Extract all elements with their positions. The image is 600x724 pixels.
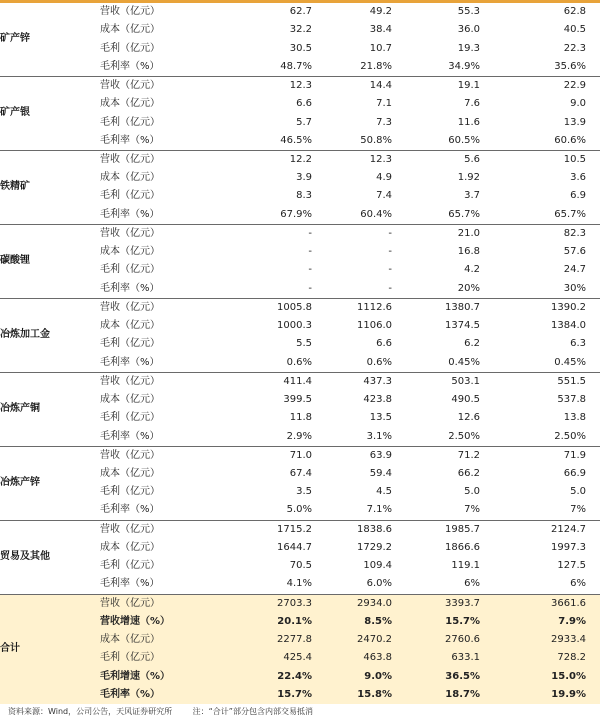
value-cell: 1838.6 <box>322 520 406 539</box>
metric-label: 成本（亿元） <box>100 246 160 258</box>
value-cell: 20.1% <box>244 613 322 631</box>
value-cell: 62.7 <box>289 6 312 18</box>
value-cell: 36.0 <box>457 24 480 36</box>
table-row <box>0 446 600 465</box>
value-cell: 127.5 <box>557 560 586 572</box>
value-cell: 66.2 <box>457 467 480 479</box>
value-cell: 6.0% <box>366 578 392 590</box>
metric-label: 营收增速（%） <box>100 613 180 631</box>
value-cell: 5.0 <box>464 486 480 498</box>
value-cell: 22.4% <box>244 667 322 685</box>
value-cell: 59.4 <box>369 467 392 479</box>
value-cell: 60.5% <box>448 134 480 146</box>
metric-label: 成本（亿元） <box>100 98 160 110</box>
value-cell: 633.1 <box>406 649 494 667</box>
metric-label: 毛利率（%） <box>100 60 160 72</box>
spacer-cell <box>180 58 244 77</box>
metric-label: 成本（亿元） <box>100 541 160 553</box>
segment-name: 碳酸锂 <box>0 224 100 298</box>
metric-label: 毛利（亿元） <box>100 338 160 350</box>
value-cell: 4.5 <box>376 486 392 498</box>
value-cell: 38.4 <box>369 24 392 36</box>
spacer-cell <box>180 243 244 261</box>
value-cell: 3.6 <box>570 172 586 184</box>
value-cell: 24.7 <box>563 264 586 276</box>
metric-label: 毛利率（%） <box>100 208 160 220</box>
spacer-cell <box>180 76 244 95</box>
value-cell: 5.5 <box>296 338 312 350</box>
value-cell: 0.6% <box>366 356 392 368</box>
value-cell: 2.9% <box>286 430 312 442</box>
value-cell: 11.8 <box>289 412 312 424</box>
value-cell: 13.5 <box>369 412 392 424</box>
value-cell: 0.6% <box>286 356 312 368</box>
value-cell: 11.6 <box>457 116 480 128</box>
value-cell: 1005.8 <box>244 298 322 317</box>
value-cell: 2124.7 <box>494 520 600 539</box>
value-cell: 55.3 <box>457 6 480 18</box>
spacer-cell <box>180 391 244 409</box>
value-cell: 66.9 <box>563 467 586 479</box>
spacer-cell <box>180 686 244 704</box>
value-cell: 19.9% <box>494 686 600 704</box>
metric-label: 成本（亿元） <box>100 631 180 649</box>
spacer-cell <box>180 150 244 169</box>
value-cell: 1644.7 <box>277 541 312 553</box>
spacer-cell <box>180 39 244 57</box>
value-cell: 70.5 <box>289 560 312 572</box>
value-cell: 7.6 <box>464 98 480 110</box>
value-cell: 1112.6 <box>322 298 406 317</box>
value-cell: 2934.0 <box>322 594 406 613</box>
value-cell: 34.9% <box>448 60 480 72</box>
value-cell: 2703.3 <box>244 594 322 613</box>
value-cell: 490.5 <box>451 394 480 406</box>
value-cell: 16.8 <box>457 246 480 258</box>
value-cell: 9.0% <box>322 667 406 685</box>
value-cell: 1380.7 <box>406 298 494 317</box>
metric-label: 营收（亿元） <box>100 446 180 465</box>
value-cell: 6.2 <box>464 338 480 350</box>
value-cell: 71.9 <box>494 446 600 465</box>
value-cell: 4.9 <box>376 172 392 184</box>
value-cell: - <box>322 224 406 243</box>
value-cell: 728.2 <box>494 649 600 667</box>
segment-name: 铁精矿 <box>0 150 100 224</box>
value-cell: 1715.2 <box>244 520 322 539</box>
spacer-cell <box>180 372 244 391</box>
metric-label: 营收（亿元） <box>100 150 180 169</box>
value-cell: 62.8 <box>563 6 586 18</box>
spacer-cell <box>180 409 244 427</box>
value-cell: 3.9 <box>296 172 312 184</box>
metric-label: 毛利率（%） <box>100 282 160 294</box>
value-cell: 7.1% <box>366 504 392 516</box>
value-cell: 3661.6 <box>494 594 600 613</box>
value-cell: 7% <box>570 504 586 516</box>
segment-name: 贸易及其他 <box>0 520 100 594</box>
value-cell: 12.3 <box>244 76 322 95</box>
table-row <box>0 76 600 95</box>
value-cell: 22.3 <box>563 42 586 54</box>
value-cell: 60.4% <box>360 208 392 220</box>
spacer-cell <box>180 206 244 225</box>
value-cell: 8.3 <box>296 190 312 202</box>
value-cell: 9.0 <box>570 98 586 110</box>
value-cell: 1985.7 <box>406 520 494 539</box>
metric-label: 毛利率（%） <box>100 430 160 442</box>
note-text: 注：“合计”部分包含内部交易抵消 <box>192 707 313 716</box>
value-cell: 48.7% <box>280 60 312 72</box>
spacer-cell <box>180 298 244 317</box>
value-cell: 12.3 <box>322 150 406 169</box>
metric-label: 毛利率（%） <box>100 504 160 516</box>
spacer-cell <box>180 169 244 187</box>
value-cell: 423.8 <box>363 394 392 406</box>
value-cell: 2277.8 <box>244 631 322 649</box>
value-cell: 14.4 <box>322 76 406 95</box>
metric-label: 毛利率（%） <box>100 134 160 146</box>
value-cell: - <box>308 282 312 294</box>
value-cell: 1374.5 <box>445 320 480 332</box>
spacer-cell <box>180 224 244 243</box>
value-cell: 6% <box>464 578 480 590</box>
value-cell: 15.7% <box>244 686 322 704</box>
value-cell: 30.5 <box>289 42 312 54</box>
spacer-cell <box>180 317 244 335</box>
value-cell: 15.0% <box>494 667 600 685</box>
value-cell: 10.7 <box>369 42 392 54</box>
value-cell: 119.1 <box>451 560 480 572</box>
spacer-cell <box>180 187 244 205</box>
spacer-cell <box>180 21 244 39</box>
metric-label: 毛利（亿元） <box>100 42 160 54</box>
metric-label: 毛利（亿元） <box>100 486 160 498</box>
value-cell: - <box>388 246 392 258</box>
value-cell: 503.1 <box>406 372 494 391</box>
value-cell: 46.5% <box>280 134 312 146</box>
value-cell: - <box>308 246 312 258</box>
spacer-cell <box>180 613 244 631</box>
value-cell: 65.7% <box>448 208 480 220</box>
value-cell: - <box>244 224 322 243</box>
value-cell: 551.5 <box>494 372 600 391</box>
value-cell: - <box>308 264 312 276</box>
value-cell: 35.6% <box>554 60 586 72</box>
spacer-cell <box>180 631 244 649</box>
value-cell: 1000.3 <box>277 320 312 332</box>
segment-name: 矿产银 <box>0 76 100 150</box>
spacer-cell <box>180 501 244 520</box>
value-cell: 32.2 <box>289 24 312 36</box>
value-cell: - <box>388 282 392 294</box>
value-cell: 50.8% <box>360 134 392 146</box>
metric-label: 成本（亿元） <box>100 394 160 406</box>
spacer-cell <box>180 575 244 594</box>
value-cell: 3393.7 <box>406 594 494 613</box>
metric-label: 营收（亿元） <box>100 594 180 613</box>
metric-label: 毛利率（%） <box>100 686 180 704</box>
value-cell: 60.6% <box>554 134 586 146</box>
value-cell: 15.8% <box>322 686 406 704</box>
spacer-cell <box>180 132 244 151</box>
value-cell: 10.5 <box>494 150 600 169</box>
value-cell: 20% <box>457 282 480 294</box>
metric-label: 营收（亿元） <box>100 224 180 243</box>
spacer-cell <box>180 427 244 446</box>
value-cell: 437.3 <box>322 372 406 391</box>
spacer-cell <box>180 113 244 131</box>
value-cell: 399.5 <box>283 394 312 406</box>
spacer-cell <box>180 353 244 372</box>
spacer-cell <box>180 280 244 299</box>
value-cell: 5.0% <box>286 504 312 516</box>
value-cell: 1866.6 <box>445 541 480 553</box>
metric-label: 毛利率（%） <box>100 356 160 368</box>
spacer-cell <box>180 557 244 575</box>
value-cell: 7.1 <box>376 98 392 110</box>
total-label: 合计 <box>0 594 100 704</box>
value-cell: 2933.4 <box>494 631 600 649</box>
value-cell: 8.5% <box>322 613 406 631</box>
value-cell: 2.50% <box>448 430 480 442</box>
metric-label: 毛利（亿元） <box>100 116 160 128</box>
value-cell: 18.7% <box>406 686 494 704</box>
value-cell: 7.3 <box>376 116 392 128</box>
segment-name: 冶炼加工金 <box>0 298 100 372</box>
table-row <box>0 224 600 243</box>
value-cell: 2760.6 <box>406 631 494 649</box>
segment-name: 冶炼产铜 <box>0 372 100 446</box>
segment-name: 冶炼产锌 <box>0 446 100 520</box>
spacer-cell <box>180 3 244 21</box>
metric-label: 成本（亿元） <box>100 172 160 184</box>
spacer-cell <box>180 649 244 667</box>
metric-label: 成本（亿元） <box>100 24 160 36</box>
segment-financials-table <box>0 3 600 704</box>
value-cell: 49.2 <box>369 6 392 18</box>
value-cell: 1997.3 <box>551 541 586 553</box>
value-cell: 4.2 <box>464 264 480 276</box>
value-cell: 71.0 <box>244 446 322 465</box>
value-cell: 63.9 <box>322 446 406 465</box>
metric-label: 毛利（亿元） <box>100 190 160 202</box>
metric-label: 毛利（亿元） <box>100 560 160 572</box>
metric-label: 营收（亿元） <box>100 76 180 95</box>
value-cell: 2.50% <box>554 430 586 442</box>
value-cell: 13.8 <box>563 412 586 424</box>
metric-label: 营收（亿元） <box>100 520 180 539</box>
value-cell: 21.8% <box>360 60 392 72</box>
table-row <box>0 3 600 21</box>
value-cell: 13.9 <box>563 116 586 128</box>
spacer-cell <box>180 95 244 113</box>
value-cell: 1.92 <box>457 172 480 184</box>
value-cell: 15.7% <box>406 613 494 631</box>
table-row <box>0 520 600 539</box>
value-cell: 67.4 <box>289 467 312 479</box>
value-cell: 109.4 <box>363 560 392 572</box>
spacer-cell <box>180 261 244 279</box>
value-cell: 3.5 <box>296 486 312 498</box>
total-row <box>0 594 600 613</box>
value-cell: 7.9% <box>494 613 600 631</box>
value-cell: 1106.0 <box>357 320 392 332</box>
metric-label: 毛利（亿元） <box>100 264 160 276</box>
value-cell: 0.45% <box>554 356 586 368</box>
value-cell: 425.4 <box>244 649 322 667</box>
value-cell: 6.6 <box>376 338 392 350</box>
value-cell: 7.4 <box>376 190 392 202</box>
table-row <box>0 298 600 317</box>
value-cell: 30% <box>563 282 586 294</box>
value-cell: 6.6 <box>296 98 312 110</box>
metric-label: 毛利（亿元） <box>100 412 160 424</box>
spacer-cell <box>180 465 244 483</box>
value-cell: - <box>388 264 392 276</box>
value-cell: 71.2 <box>406 446 494 465</box>
metric-label: 成本（亿元） <box>100 467 160 479</box>
value-cell: 12.2 <box>244 150 322 169</box>
value-cell: 463.8 <box>322 649 406 667</box>
value-cell: 12.6 <box>457 412 480 424</box>
value-cell: 1384.0 <box>551 320 586 332</box>
segment-name: 矿产锌 <box>0 33 30 45</box>
table-row <box>0 372 600 391</box>
value-cell: 5.7 <box>296 116 312 128</box>
spacer-cell <box>180 335 244 353</box>
table-row <box>0 150 600 169</box>
value-cell: 537.8 <box>557 394 586 406</box>
value-cell: 6% <box>570 578 586 590</box>
value-cell: 65.7% <box>554 208 586 220</box>
value-cell: 7% <box>464 504 480 516</box>
value-cell: 3.7 <box>464 190 480 202</box>
source-text: 资料来源：Wind，公司公告，天风证券研究所 <box>8 707 173 716</box>
value-cell: 40.5 <box>563 24 586 36</box>
value-cell: 2470.2 <box>322 631 406 649</box>
value-cell: 411.4 <box>244 372 322 391</box>
value-cell: 19.1 <box>406 76 494 95</box>
value-cell: 6.3 <box>570 338 586 350</box>
value-cell: 67.9% <box>280 208 312 220</box>
value-cell: 36.5% <box>406 667 494 685</box>
spacer-cell <box>180 520 244 539</box>
metric-label: 营收（亿元） <box>100 298 180 317</box>
value-cell: 21.0 <box>406 224 494 243</box>
source-footnote <box>8 706 313 717</box>
spacer-cell <box>180 594 244 613</box>
spacer-cell <box>180 446 244 465</box>
value-cell: 19.3 <box>457 42 480 54</box>
metric-label: 毛利率（%） <box>100 578 160 590</box>
value-cell: 0.45% <box>448 356 480 368</box>
spacer-cell <box>180 539 244 557</box>
metric-label: 成本（亿元） <box>100 320 160 332</box>
value-cell: 57.6 <box>563 246 586 258</box>
metric-label: 营收（亿元） <box>100 6 160 18</box>
value-cell: 6.9 <box>570 190 586 202</box>
value-cell: 1729.2 <box>357 541 392 553</box>
value-cell: 4.1% <box>286 578 312 590</box>
value-cell: 3.1% <box>366 430 392 442</box>
value-cell: 5.6 <box>406 150 494 169</box>
value-cell: 1390.2 <box>494 298 600 317</box>
value-cell: 82.3 <box>494 224 600 243</box>
spacer-cell <box>180 483 244 501</box>
value-cell: 22.9 <box>494 76 600 95</box>
value-cell: 5.0 <box>570 486 586 498</box>
metric-label: 毛利增速（%） <box>100 667 180 685</box>
metric-label: 毛利（亿元） <box>100 649 180 667</box>
spacer-cell <box>180 667 244 685</box>
metric-label: 营收（亿元） <box>100 372 180 391</box>
